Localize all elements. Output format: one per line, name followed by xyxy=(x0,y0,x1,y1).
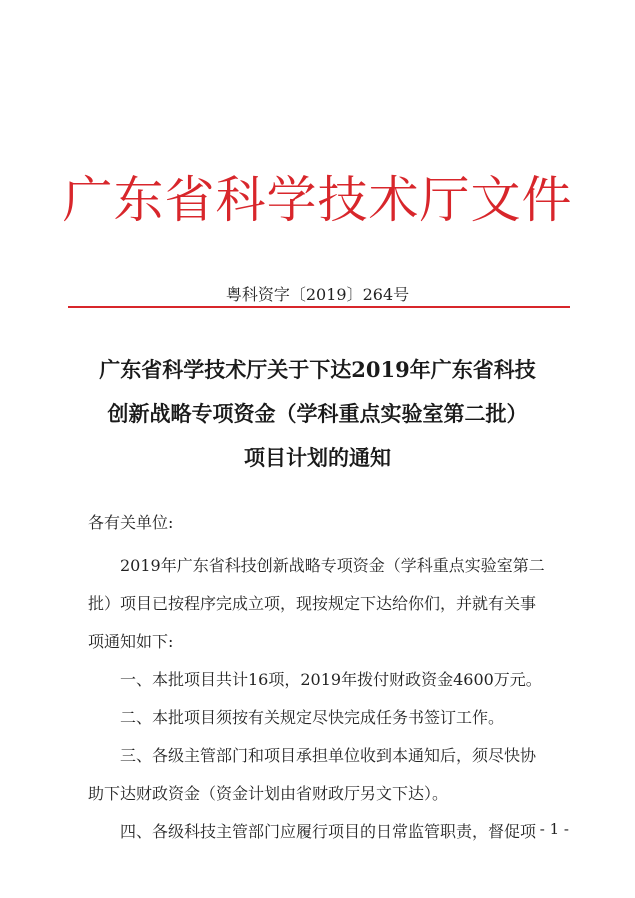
document-number: 粤科资字〔2019〕264号 xyxy=(225,285,410,304)
body-line: 一、本批项目共计16项，2019年拨付财政资金4600万元。 xyxy=(120,670,542,689)
body-line: 三、各级主管部门和项目承担单位收到本通知后，须尽快协 xyxy=(120,746,537,765)
body-line: 二、本批项目须按有关规定尽快完成任务书签订工作。 xyxy=(120,708,505,727)
body-line: 助下达财政资金（资金计划由省财政厅另文下达）。 xyxy=(88,784,449,803)
body-line: 批）项目已按程序完成立项，现按规定下达给你们，并就有关事 xyxy=(88,594,537,613)
body-line: 项通知如下: xyxy=(88,632,174,651)
notice-title xyxy=(0,348,635,480)
notice-title-line: 项目计划的通知 xyxy=(244,445,391,470)
body-line: 四、各级科技主管部门应履行项目的日常监管职责，督促项 xyxy=(120,822,537,841)
notice-title-line: 创新战略专项资金（学科重点实验室第二批） xyxy=(107,401,528,426)
document-header-title: 广东省科学技术厅文件 xyxy=(62,171,573,229)
body-line: 2019年广东省科技创新战略专项资金（学科重点实验室第二 xyxy=(120,556,545,575)
page-number: - 1 - xyxy=(539,820,569,838)
salutation: 各有关单位: xyxy=(88,513,174,532)
notice-title-line: 广东省科学技术厅关于下达2019年广东省科技 xyxy=(99,357,536,382)
red-divider-line xyxy=(68,306,570,308)
